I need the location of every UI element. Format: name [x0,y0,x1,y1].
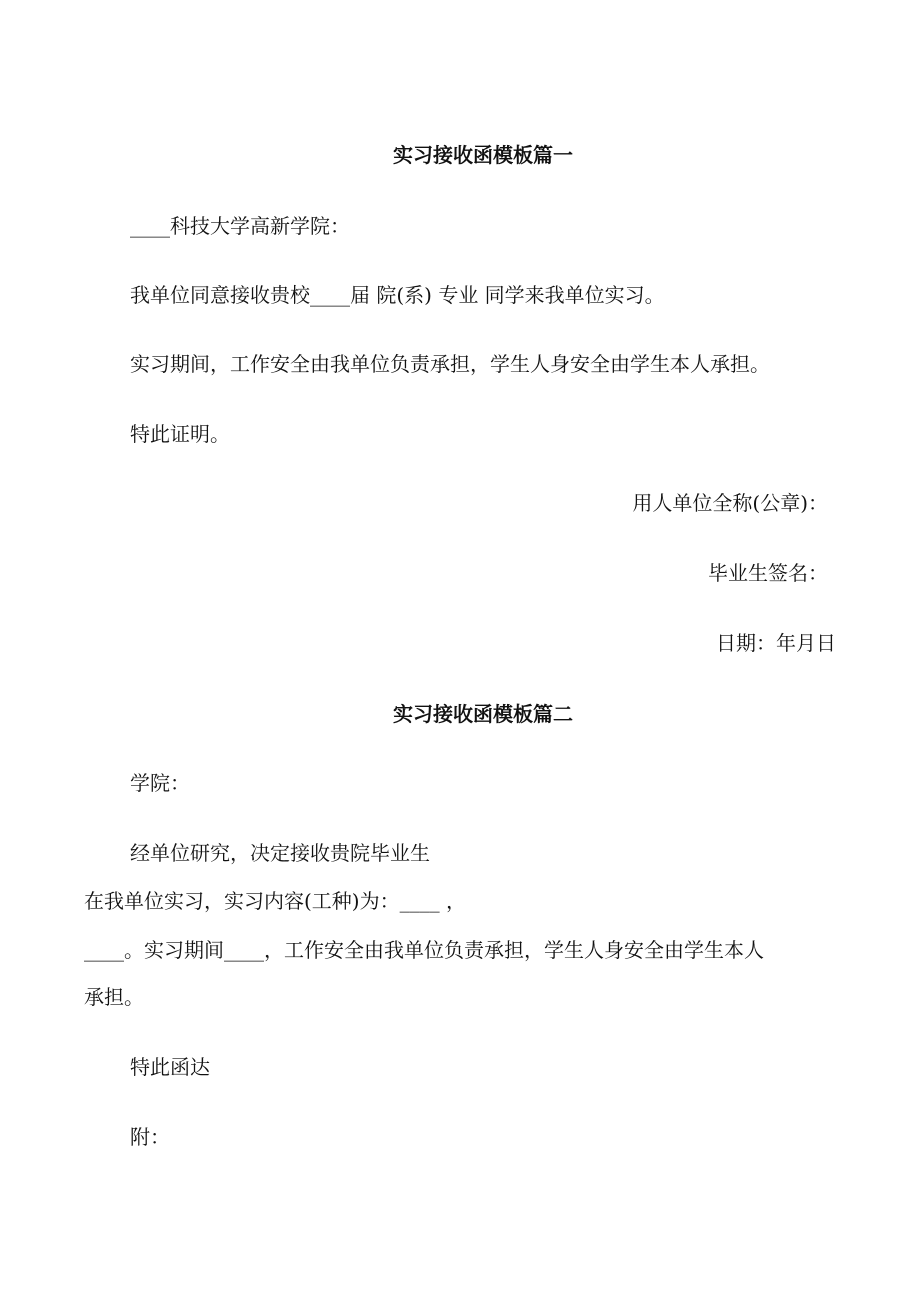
paragraph-2-2: 特此函达 [130,1055,210,1079]
paragraph-1-1: 我单位同意接收贵校____届 院(系) 专业 同学来我单位实习。 [130,283,665,307]
paragraph-2-1-line1: 经单位研究，决定接收贵院毕业生 [130,841,430,865]
section-title-2: 实习接收函模板篇二 [393,702,573,726]
paragraph-1-3: 特此证明。 [130,422,230,446]
salutation-1: ____科技大学高新学院： [130,214,350,238]
signature-student: 毕业生签名： [708,561,828,585]
paragraph-2-1-line4: 承担。 [84,985,144,1009]
section-title-1: 实习接收函模板篇一 [393,143,573,167]
salutation-2: 学院： [130,771,190,795]
paragraph-1-2: 实习期间，工作安全由我单位负责承担，学生人身安全由学生本人承担。 [130,352,770,376]
date-line: 日期：年月日 [716,631,836,655]
paragraph-2-1-line2: 在我单位实习，实习内容(工种)为：____ ， [84,889,466,913]
paragraph-2-3: 附： [130,1125,170,1149]
signature-unit: 用人单位全称(公章)： [632,491,828,515]
paragraph-2-1-line3: ____。实习期间____，工作安全由我单位负责承担，学生人身安全由学生本人 [84,938,764,962]
